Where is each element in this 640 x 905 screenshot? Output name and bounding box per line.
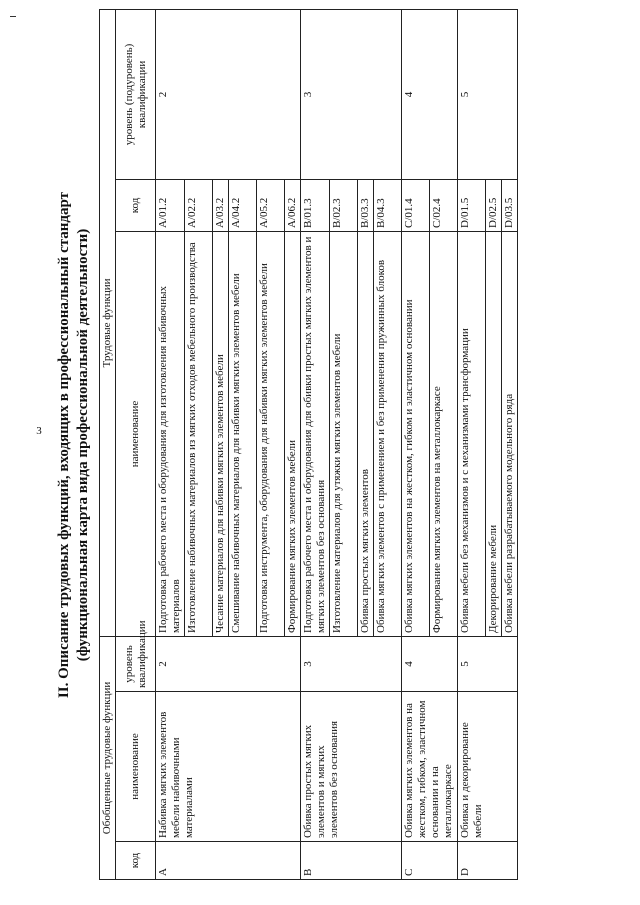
- function-name: Чесание материалов для набивки мягких элементов мебели: [213, 231, 229, 636]
- group-name: Набивка мягких элементов мебели набивочными материалами: [156, 692, 301, 842]
- rotated-page: [55, 10, 625, 880]
- page-number: 3: [36, 425, 42, 437]
- function-code: A/06.2: [285, 179, 301, 231]
- header-function-name: наименование: [116, 231, 156, 636]
- function-name: Обивка простых мягких элементов: [358, 231, 374, 636]
- function-code: B/01.3: [301, 179, 330, 231]
- group-code: A: [156, 842, 301, 880]
- function-name: Изготовление набивочных материалов из мягких отходов мебельного производства: [185, 231, 213, 636]
- function-code: C/01.4: [402, 179, 430, 231]
- function-name: Изготовление материалов для утяжки мягких элементов мебели: [330, 231, 358, 636]
- header-row-2: [116, 9, 156, 879]
- header-level: уровень квалификации: [116, 636, 156, 691]
- function-code: D/02.5: [486, 179, 502, 231]
- functional-map-table: [99, 9, 518, 880]
- group-level: 5: [458, 636, 518, 691]
- group-level: 4: [402, 636, 458, 691]
- function-code: A/04.2: [229, 179, 257, 231]
- function-code: D/03.5: [502, 179, 518, 231]
- page-title: II. Описание трудовых функций, входящих в профессиональный стандарт: [56, 191, 72, 699]
- margin-mark: [10, 16, 16, 17]
- function-code: A/02.2: [185, 179, 213, 231]
- function-code: A/01.2: [156, 179, 185, 231]
- header-sublevel: уровень (подуровень) квалификации: [116, 9, 156, 179]
- header-function-code: код: [116, 179, 156, 231]
- table-row: [402, 9, 430, 879]
- function-code: D/01.5: [458, 179, 486, 231]
- group-code: C: [402, 842, 458, 880]
- table-body: [100, 9, 518, 879]
- function-name: Обивка мягких элементов на жестком, гибком и эластичном основании: [402, 231, 430, 636]
- function-name: Декорирование мебели: [486, 231, 502, 636]
- function-code: B/03.3: [358, 179, 374, 231]
- function-name: Обивка мягких элементов с применением и без применения пружинных блоков: [374, 231, 402, 636]
- table-row: [458, 9, 486, 879]
- header-name: наименование: [116, 692, 156, 842]
- header-row-1: [100, 9, 116, 879]
- function-name: Подготовка рабочего места и оборудования для изготовления набивочных материалов: [156, 231, 185, 636]
- group-code: D: [458, 842, 518, 880]
- group-code: B: [301, 842, 402, 880]
- header-generalized: Обобщенные трудовые функции: [100, 636, 116, 879]
- group-name: Обивка и декорирование мебели: [458, 692, 518, 842]
- function-name: Обивка мебели разрабатываемого модельного ряда: [502, 231, 518, 636]
- function-code: A/03.2: [213, 179, 229, 231]
- group-level: 2: [156, 636, 301, 691]
- function-code: A/05.2: [257, 179, 285, 231]
- function-name: Смешивание набивочных материалов для набивки мягких элементов мебели: [229, 231, 257, 636]
- function-name: Подготовка инструмента, оборудования для набивки мягких элементов мебели: [257, 231, 285, 636]
- function-name: Формирование мягких элементов на металлокаркасе: [430, 231, 458, 636]
- function-sublevel: 4: [402, 9, 458, 179]
- page-subtitle: (функциональная карта вида профессиональной деятельности): [75, 228, 91, 662]
- header-code: код: [116, 842, 156, 880]
- function-code: C/02.4: [430, 179, 458, 231]
- function-sublevel: 5: [458, 9, 518, 179]
- function-name: Подготовка рабочего места и оборудования для обивки простых мягких элементов и мягких элементов без основания: [301, 231, 330, 636]
- group-name: Обивка мягких элементов на жестком, гибком, эластичном основании и на металлокаркасе: [402, 692, 458, 842]
- title-block: [55, 10, 93, 880]
- function-name: Обивка мебели без механизмов и с механизмами трансформации: [458, 231, 486, 636]
- group-name: Обивка простых мягких элементов и мягких элементов без основания: [301, 692, 402, 842]
- table-row: [156, 9, 185, 879]
- table-row: [301, 9, 330, 879]
- function-name: Формирование мягких элементов мебели: [285, 231, 301, 636]
- header-labor-functions: Трудовые функции: [100, 9, 116, 636]
- function-code: B/04.3: [374, 179, 402, 231]
- function-sublevel: 2: [156, 9, 301, 179]
- group-level: 3: [301, 636, 402, 691]
- function-code: B/02.3: [330, 179, 358, 231]
- function-sublevel: 3: [301, 9, 402, 179]
